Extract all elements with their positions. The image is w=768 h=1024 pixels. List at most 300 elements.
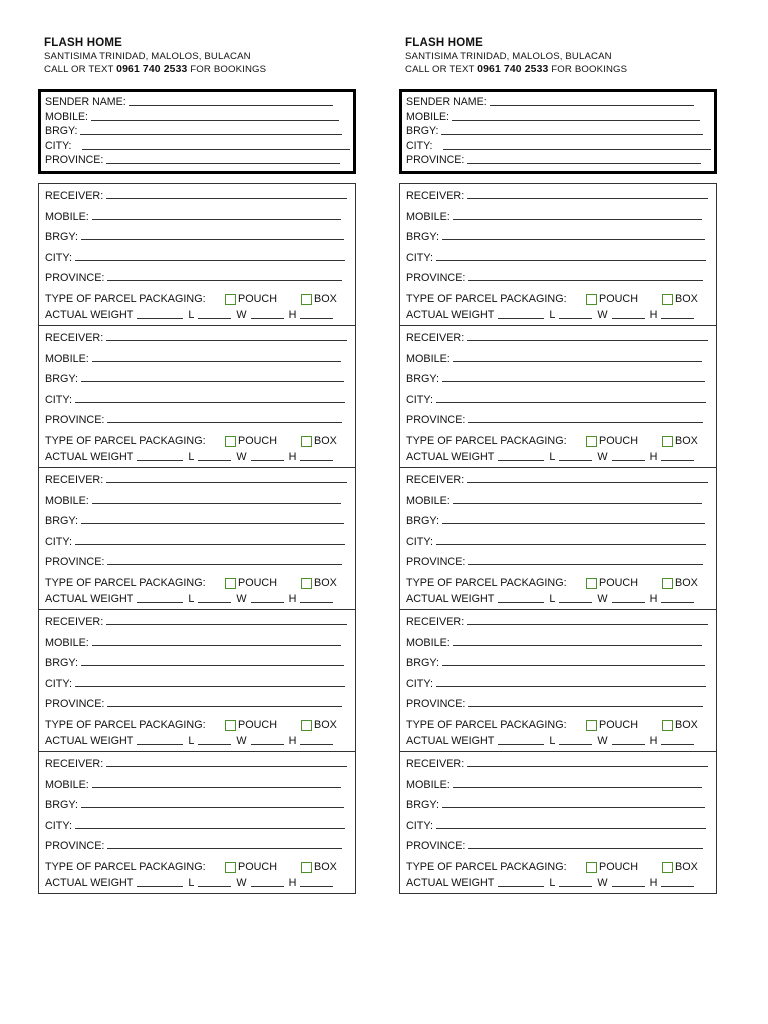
sender-province-row [406,153,714,168]
receiver-mobile-field[interactable] [92,493,341,504]
receiver-province-row [45,554,355,575]
box-checkbox[interactable] [301,720,312,731]
packaging-label: TYPE OF PARCEL PACKAGING: [45,435,206,447]
pouch-checkbox[interactable] [586,294,597,305]
height-field[interactable] [300,308,333,319]
receiver-province-row [45,696,355,717]
sender-name-row [406,95,714,110]
sender-province-field[interactable] [106,153,340,164]
sender-mobile-label: MOBILE: [406,110,449,123]
receiver-mobile-label: MOBILE: [45,778,89,791]
sender-brgy-row [45,124,353,139]
receiver-mobile-field[interactable] [453,635,702,646]
receiver-brgy-field[interactable] [81,229,344,240]
receiver-label: RECEIVER: [45,474,104,486]
receiver-province-field[interactable] [468,554,703,565]
waybill-column-right [399,36,717,889]
height-label: H [288,734,297,747]
pouch-label: POUCH [599,435,638,447]
box-option[interactable] [662,434,698,449]
receiver-city-row [406,534,716,555]
receiver-name-row [406,330,716,351]
receiver-block [38,751,356,894]
width-field[interactable] [612,876,645,887]
waybill-column-left [38,36,356,889]
packaging-label: TYPE OF PARCEL PACKAGING: [45,861,206,873]
weight-field[interactable] [498,450,544,461]
packaging-label: TYPE OF PARCEL PACKAGING: [406,861,567,873]
box-option[interactable] [662,576,698,591]
length-field[interactable] [559,734,592,745]
pouch-option[interactable] [225,434,301,449]
width-field[interactable] [612,308,645,319]
packaging-row [406,434,716,450]
pouch-checkbox[interactable] [586,720,597,731]
packaging-row [45,292,355,308]
receiver-mobile-label: MOBILE: [45,210,89,223]
pouch-option[interactable] [586,434,662,449]
call-suffix: FOR BOOKINGS [551,64,628,75]
sender-city-field[interactable] [443,139,711,150]
receiver-brgy-field[interactable] [442,513,705,524]
weight-field[interactable] [137,876,183,887]
receiver-name-field[interactable] [106,614,347,625]
receiver-brgy-field[interactable] [81,513,344,524]
packaging-label: TYPE OF PARCEL PACKAGING: [45,577,206,589]
weight-label: ACTUAL WEIGHT [45,876,134,889]
weight-label: ACTUAL WEIGHT [406,308,495,321]
booking-line [405,63,717,76]
receiver-brgy-field[interactable] [81,371,344,382]
receiver-mobile-row [406,209,716,230]
box-option[interactable] [662,292,698,307]
receiver-city-field[interactable] [75,250,345,261]
pouch-checkbox[interactable] [586,862,597,873]
box-label: BOX [314,577,337,589]
receiver-mobile-field[interactable] [453,351,702,362]
receiver-label: RECEIVER: [406,190,465,202]
width-label: W [236,450,247,463]
pouch-option[interactable] [225,292,301,307]
pouch-label: POUCH [599,293,638,305]
height-label: H [649,734,658,747]
width-label: W [236,734,247,747]
receiver-city-field[interactable] [75,392,345,403]
box-label: BOX [675,293,698,305]
receiver-block [38,325,356,468]
receiver-city-label: CITY: [45,251,72,264]
receiver-province-row [406,838,716,859]
length-field[interactable] [198,734,231,745]
pouch-option[interactable] [586,860,662,875]
receiver-label: RECEIVER: [406,616,465,628]
height-field[interactable] [300,592,333,603]
receiver-province-label: PROVINCE: [406,840,466,852]
receiver-name-field[interactable] [467,756,708,767]
length-field[interactable] [559,450,592,461]
receiver-city-label: CITY: [406,677,433,690]
box-checkbox[interactable] [301,294,312,305]
sender-brgy-label: BRGY: [45,125,78,137]
pouch-label: POUCH [238,435,277,447]
receiver-province-row [406,554,716,575]
pouch-option[interactable] [225,576,301,591]
receiver-mobile-field[interactable] [92,209,341,220]
height-field[interactable] [300,734,333,745]
length-field[interactable] [198,876,231,887]
receiver-brgy-label: BRGY: [406,373,440,385]
height-field[interactable] [300,450,333,461]
weight-field[interactable] [137,592,183,603]
receiver-brgy-field[interactable] [442,229,705,240]
pouch-option[interactable] [586,576,662,591]
receiver-province-row [406,270,716,291]
call-prefix: CALL OR TEXT [44,64,114,75]
receiver-city-field[interactable] [75,534,345,545]
receiver-mobile-label: MOBILE: [406,494,450,507]
box-label: BOX [314,293,337,305]
sender-mobile-row [45,110,353,125]
length-field[interactable] [198,592,231,603]
sender-mobile-field[interactable] [91,110,339,121]
weight-row [45,308,355,322]
box-option[interactable] [301,434,337,449]
width-label: W [597,734,608,747]
length-field[interactable] [198,450,231,461]
receiver-province-field[interactable] [107,412,342,423]
length-label: L [549,734,556,747]
receiver-label: RECEIVER: [45,190,104,202]
box-checkbox[interactable] [301,436,312,447]
receiver-mobile-field[interactable] [92,351,341,362]
receiver-brgy-row [45,513,355,534]
receiver-mobile-row [406,777,716,798]
receiver-city-label: CITY: [406,393,433,406]
length-label: L [549,450,556,463]
packaging-label: TYPE OF PARCEL PACKAGING: [406,719,567,731]
width-label: W [236,308,247,321]
receiver-name-field[interactable] [467,330,708,341]
sender-city-field[interactable] [82,139,350,150]
receiver-name-row [45,756,355,777]
receiver-name-row [45,472,355,493]
packaging-row [406,718,716,734]
receiver-brgy-field[interactable] [442,797,705,808]
receiver-brgy-label: BRGY: [406,231,440,243]
receiver-mobile-label: MOBILE: [45,352,89,365]
height-field[interactable] [661,734,694,745]
receiver-mobile-field[interactable] [453,493,702,504]
height-label: H [649,450,658,463]
box-checkbox[interactable] [662,436,673,447]
receiver-brgy-row [406,513,716,534]
receiver-city-row [45,250,355,271]
weight-row [406,308,716,322]
height-field[interactable] [661,592,694,603]
length-label: L [188,450,195,463]
width-field[interactable] [612,734,645,745]
length-label: L [188,308,195,321]
sender-city-label: CITY: [406,139,433,152]
width-label: W [236,876,247,889]
width-field[interactable] [612,592,645,603]
packaging-row [45,576,355,592]
pouch-checkbox[interactable] [225,720,236,731]
receiver-brgy-field[interactable] [442,655,705,666]
receiver-name-field[interactable] [467,472,708,483]
box-checkbox[interactable] [662,862,673,873]
receiver-block [399,325,717,468]
length-label: L [549,308,556,321]
weight-row [406,734,716,748]
packaging-row [406,576,716,592]
sender-box [399,89,717,174]
receiver-city-row [406,250,716,271]
pouch-checkbox[interactable] [225,578,236,589]
receiver-list [38,183,356,894]
height-field[interactable] [300,876,333,887]
receiver-mobile-field[interactable] [453,777,702,788]
width-field[interactable] [251,450,284,461]
length-label: L [188,734,195,747]
weight-row [406,876,716,890]
weight-label: ACTUAL WEIGHT [406,734,495,747]
receiver-province-label: PROVINCE: [406,698,466,710]
receiver-brgy-label: BRGY: [406,657,440,669]
pouch-option[interactable] [586,718,662,733]
sender-name-field[interactable] [490,95,694,106]
sender-box [38,89,356,174]
receiver-brgy-row [45,797,355,818]
pouch-label: POUCH [599,861,638,873]
sender-province-field[interactable] [467,153,701,164]
receiver-mobile-field[interactable] [453,209,702,220]
sender-brgy-row [406,124,714,139]
receiver-city-field[interactable] [75,676,345,687]
length-field[interactable] [198,308,231,319]
weight-label: ACTUAL WEIGHT [45,734,134,747]
width-field[interactable] [251,876,284,887]
box-option[interactable] [301,860,337,875]
receiver-name-field[interactable] [467,188,708,199]
receiver-name-field[interactable] [106,188,347,199]
receiver-brgy-row [45,371,355,392]
sender-brgy-label: BRGY: [406,125,439,137]
receiver-province-row [406,696,716,717]
box-option[interactable] [662,718,698,733]
weight-field[interactable] [498,876,544,887]
width-field[interactable] [612,450,645,461]
receiver-city-field[interactable] [436,534,706,545]
sender-name-row [45,95,353,110]
receiver-province-field[interactable] [468,270,703,281]
pouch-option[interactable] [225,718,301,733]
receiver-province-field[interactable] [107,554,342,565]
receiver-city-label: CITY: [45,677,72,690]
pouch-checkbox[interactable] [225,436,236,447]
receiver-label: RECEIVER: [45,332,104,344]
length-field[interactable] [559,592,592,603]
pouch-checkbox[interactable] [225,294,236,305]
sender-mobile-field[interactable] [452,110,700,121]
receiver-name-field[interactable] [106,472,347,483]
receiver-brgy-row [406,229,716,250]
weight-field[interactable] [137,450,183,461]
width-label: W [236,592,247,605]
receiver-mobile-row [45,209,355,230]
box-label: BOX [314,719,337,731]
receiver-province-row [45,412,355,433]
receiver-brgy-field[interactable] [81,797,344,808]
box-checkbox[interactable] [662,294,673,305]
receiver-province-field[interactable] [107,270,342,281]
receiver-city-field[interactable] [436,676,706,687]
receiver-name-row [45,614,355,635]
height-label: H [288,450,297,463]
box-label: BOX [675,435,698,447]
receiver-city-row [45,392,355,413]
receiver-province-field[interactable] [107,838,342,849]
receiver-brgy-label: BRGY: [406,799,440,811]
box-label: BOX [675,719,698,731]
receiver-city-label: CITY: [406,251,433,264]
weight-label: ACTUAL WEIGHT [406,450,495,463]
receiver-city-row [45,534,355,555]
booking-line [44,63,356,76]
pouch-checkbox[interactable] [586,436,597,447]
weight-label: ACTUAL WEIGHT [45,308,134,321]
receiver-city-field[interactable] [436,818,706,829]
sender-name-field[interactable] [129,95,333,106]
box-option[interactable] [301,576,337,591]
receiver-label: RECEIVER: [45,616,104,628]
receiver-city-label: CITY: [406,535,433,548]
receiver-city-field[interactable] [75,818,345,829]
weight-field[interactable] [498,308,544,319]
receiver-city-label: CITY: [45,819,72,832]
weight-field[interactable] [498,734,544,745]
weight-row [45,450,355,464]
height-label: H [649,308,658,321]
receiver-brgy-row [45,229,355,250]
width-label: W [597,876,608,889]
weight-field[interactable] [498,592,544,603]
receiver-name-field[interactable] [106,756,347,767]
receiver-mobile-field[interactable] [92,635,341,646]
receiver-brgy-field[interactable] [442,371,705,382]
receiver-city-row [406,392,716,413]
pouch-option[interactable] [225,860,301,875]
box-label: BOX [314,861,337,873]
pouch-label: POUCH [238,719,277,731]
receiver-mobile-row [406,635,716,656]
receiver-province-field[interactable] [468,696,703,707]
packaging-row [406,292,716,308]
receiver-city-field[interactable] [436,392,706,403]
receiver-mobile-field[interactable] [92,777,341,788]
box-option[interactable] [301,292,337,307]
receiver-name-row [45,188,355,209]
height-field[interactable] [661,876,694,887]
sender-province-row [45,153,353,168]
receiver-province-field[interactable] [107,696,342,707]
receiver-block [38,609,356,752]
receiver-block [399,751,717,894]
weight-field[interactable] [137,308,183,319]
receiver-block [399,609,717,752]
height-label: H [288,308,297,321]
receiver-province-label: PROVINCE: [45,556,105,568]
pouch-checkbox[interactable] [225,862,236,873]
receiver-name-field[interactable] [467,614,708,625]
weight-field[interactable] [137,734,183,745]
box-option[interactable] [301,718,337,733]
length-label: L [549,876,556,889]
pouch-option[interactable] [586,292,662,307]
weight-label: ACTUAL WEIGHT [406,876,495,889]
box-label: BOX [675,861,698,873]
phone-number: 0961 740 2533 [477,64,549,75]
receiver-name-field[interactable] [106,330,347,341]
pouch-label: POUCH [599,577,638,589]
receiver-city-label: CITY: [406,819,433,832]
width-field[interactable] [251,592,284,603]
width-field[interactable] [251,734,284,745]
height-field[interactable] [661,308,694,319]
receiver-brgy-field[interactable] [81,655,344,666]
sender-name-label: SENDER NAME: [45,96,126,108]
width-field[interactable] [251,308,284,319]
receiver-name-row [406,756,716,777]
length-field[interactable] [559,876,592,887]
receiver-mobile-label: MOBILE: [406,636,450,649]
sender-brgy-field[interactable] [80,124,342,135]
receiver-mobile-row [45,493,355,514]
box-label: BOX [675,577,698,589]
pouch-checkbox[interactable] [586,578,597,589]
sender-brgy-field[interactable] [441,124,703,135]
sender-city-row [45,139,353,154]
receiver-mobile-label: MOBILE: [45,636,89,649]
receiver-province-row [45,838,355,859]
height-field[interactable] [661,450,694,461]
box-checkbox[interactable] [662,720,673,731]
receiver-mobile-label: MOBILE: [406,778,450,791]
box-option[interactable] [662,860,698,875]
box-checkbox[interactable] [301,862,312,873]
sender-province-label: PROVINCE: [45,154,104,166]
box-label: BOX [314,435,337,447]
length-field[interactable] [559,308,592,319]
packaging-row [45,718,355,734]
box-checkbox[interactable] [662,578,673,589]
weight-label: ACTUAL WEIGHT [406,592,495,605]
box-checkbox[interactable] [301,578,312,589]
business-address: SANTISIMA TRINIDAD, MALOLOS, BULACAN [405,51,612,62]
width-label: W [597,592,608,605]
receiver-city-field[interactable] [436,250,706,261]
receiver-label: RECEIVER: [406,474,465,486]
pouch-label: POUCH [238,861,277,873]
receiver-province-field[interactable] [468,838,703,849]
sender-mobile-row [406,110,714,125]
receiver-name-row [406,188,716,209]
length-label: L [549,592,556,605]
receiver-brgy-label: BRGY: [45,373,79,385]
packaging-label: TYPE OF PARCEL PACKAGING: [45,293,206,305]
receiver-province-label: PROVINCE: [45,414,105,426]
receiver-province-field[interactable] [468,412,703,423]
